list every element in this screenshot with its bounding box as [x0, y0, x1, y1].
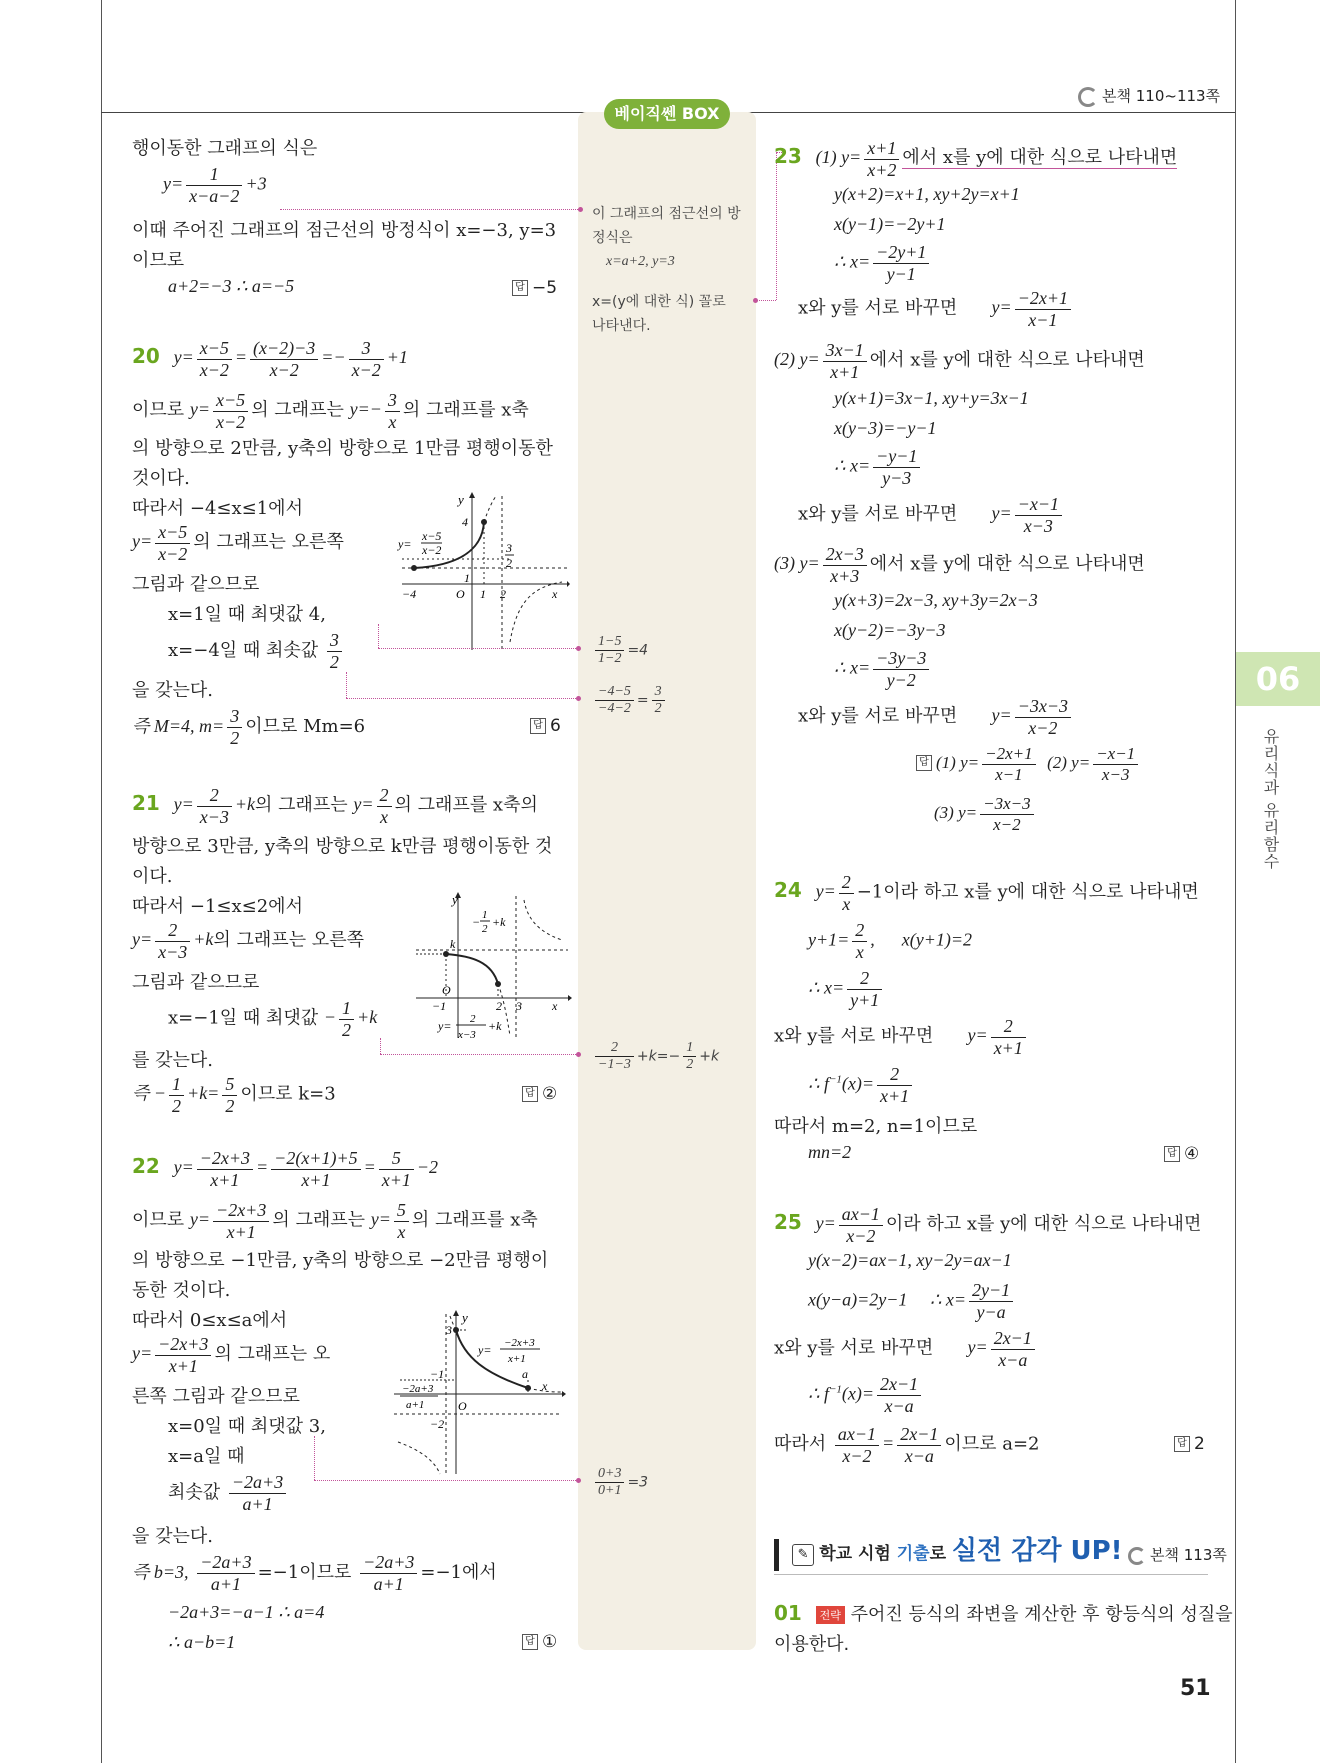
- connector-dot: [753, 298, 758, 303]
- connector: [346, 672, 347, 698]
- svg-text:2: 2: [500, 587, 506, 601]
- svg-text:4: 4: [462, 515, 468, 529]
- text-line: x와 y를 서로 바꾸면 y= $\frac{-3x-3}{x-2}$: [798, 696, 1074, 738]
- answer-icon: 답: [916, 755, 932, 771]
- page-number: 51: [1180, 1676, 1211, 1701]
- connector-dot: [576, 1478, 581, 1483]
- text-line: x=−4일 때 최솟값 $\frac{3}{2}$: [168, 630, 345, 672]
- text-line: y= $\frac{x-5}{x-2}$ 의 그래프는 오른쪽: [132, 522, 344, 564]
- svg-text:x+1: x+1: [508, 1353, 526, 1365]
- chapter-title: 유리식과 유리함수: [1261, 728, 1280, 871]
- svg-text:y: y: [452, 892, 458, 907]
- svg-text:2: 2: [482, 923, 488, 935]
- svg-text:3: 3: [516, 999, 522, 1013]
- problem-23-2: (2) y= $\frac{3x-1}{x+1}$ 에서 x를 y에 대한 식으로 나타내면: [774, 340, 1145, 382]
- right-margin-line: [1235, 0, 1236, 1763]
- svg-text:O: O: [456, 587, 465, 601]
- formula: y(x−2)=ax−1, xy−2y=ax−1: [808, 1250, 1012, 1270]
- connector: [380, 1054, 578, 1055]
- section-header: ✎ 학교 시험 기출로 실전 감각 UP!: [774, 1530, 1123, 1571]
- text-line: x와 y를 서로 바꾸면 y= $\frac{2x-1}{x-a}$: [774, 1328, 1038, 1370]
- connector: [380, 1038, 381, 1054]
- connector: [314, 1436, 315, 1480]
- box-calc-1: $\frac{1-5}{1-2}$ =4: [592, 634, 648, 667]
- connector: [378, 624, 379, 648]
- answer-19: 답 −5: [512, 278, 557, 298]
- page-ref: 본책 110~113쪽: [1078, 85, 1220, 107]
- formula: ∴ $f^{-1}(x)=$ $\frac{2}{x+1}$: [808, 1064, 915, 1106]
- box-title-pill: 베이직쎈 BOX: [604, 99, 730, 129]
- svg-text:−2a+3: −2a+3: [402, 1383, 434, 1395]
- svg-text:3: 3: [506, 541, 512, 555]
- answer-23-3: (3) y= $\frac{-3x-3}{x-2}$: [934, 794, 1037, 834]
- text-line: x와 y를 서로 바꾸면 y= $\frac{-x-1}{x-3}$: [798, 494, 1065, 536]
- strategy-tag: 전략: [816, 1606, 845, 1624]
- svg-text:y: y: [462, 1310, 468, 1325]
- svg-text:x−3: x−3: [458, 1029, 476, 1041]
- answer-icon: 답: [522, 1634, 538, 1650]
- chapter-tab: 06: [1236, 652, 1320, 706]
- text-line: 그림과 같으므로: [132, 972, 260, 993]
- formula: y+1= $\frac{2}{x}$ , x(y+1)=2: [808, 920, 973, 962]
- text-line: 의 방향으로 2만큼, y축의 방향으로 1만큼 평행이동한: [132, 438, 553, 459]
- problem-25-head: 25 y= $\frac{ax-1}{x-2}$ 이라 하고 x를 y에 대한 식으로 나타내면: [774, 1204, 1202, 1246]
- svg-text:1: 1: [480, 587, 486, 601]
- box-calc-3: $\frac{2}{-1-3}$ +k=− $\frac{1}{2}$ +k: [592, 1040, 719, 1073]
- connector-dot: [576, 696, 581, 701]
- graph-problem-20: [392, 492, 570, 652]
- svg-text:x: x: [552, 587, 558, 601]
- text-line: x와 y를 서로 바꾸면 y= $\frac{-2x+1}{x-1}$: [798, 288, 1074, 330]
- text-line: 의 방향으로 −1만큼, y축의 방향으로 −2만큼 평행이: [132, 1250, 549, 1271]
- svg-text:+k: +k: [492, 915, 506, 929]
- ref-icon: [1078, 87, 1098, 107]
- answer-icon: 답: [522, 1086, 538, 1102]
- answer-23: 답 (1) y= $\frac{-2x+1}{x-1}$ (2) y= $\frac{-x-1}{x-3}$: [916, 744, 1141, 784]
- text-line: x=a일 때: [168, 1446, 245, 1467]
- text-line: 따라서 m=2, n=1이므로: [774, 1116, 978, 1137]
- text-line: 즉 b=3, $\frac{-2a+3}{a+1}$ =−1이므로 $\frac{-2a+3}{a+1}$ =−1에서: [132, 1552, 497, 1594]
- text-line: 이므로 y= $\frac{-2x+3}{x+1}$ 의 그래프는 y= $\frac{5}{x}$ 의 그래프를 x축: [132, 1200, 538, 1242]
- text-line: 즉 M=4, m= $\frac{3}{2}$ 이므로 Mm=6: [132, 706, 366, 748]
- text-line: 행이동한 그래프의 식은: [132, 138, 318, 159]
- svg-text:−4: −4: [402, 587, 417, 601]
- svg-text:1: 1: [464, 571, 470, 585]
- text-line: 이므로 y= $\frac{x-5}{x-2}$ 의 그래프는 y=− $\frac{3}{x}$ 의 그래프를 x축: [132, 390, 529, 432]
- text-line: 따라서 −4≤x≤1에서: [132, 498, 303, 519]
- text-line: 그림과 같으므로: [132, 574, 260, 595]
- text-line: 이므로: [132, 250, 185, 271]
- svg-text:1: 1: [482, 909, 488, 921]
- formula: y= $\frac{1}{x-a-2}$ +3: [163, 164, 267, 206]
- text-line: y= $\frac{2}{x-3}$ +k의 그래프는 오른쪽: [132, 920, 364, 962]
- formula: x(y−2)=−3y−3: [834, 620, 946, 640]
- connector-dot: [576, 646, 581, 651]
- svg-text:3: 3: [446, 1323, 452, 1337]
- connector-dot: [578, 207, 583, 212]
- text-line: 따라서 −1≤x≤2에서: [132, 896, 303, 917]
- text-line: 를 갖는다.: [132, 1050, 213, 1071]
- section-bar: [774, 1539, 779, 1571]
- basic-box-column: [578, 112, 756, 1650]
- text-line: 최솟값 $\frac{-2a+3}{a+1}$: [168, 1472, 289, 1514]
- answer-icon: 답: [1164, 1146, 1180, 1162]
- box-note-asymptote: 이 그래프의 점근선의 방 정식은 x=a+2, y=3: [592, 206, 741, 269]
- svg-text:a: a: [522, 1367, 528, 1381]
- text-line: 을 갖는다.: [132, 1526, 213, 1547]
- connector: [346, 698, 578, 699]
- svg-text:−2: −2: [430, 1417, 445, 1431]
- box-calc-2: $\frac{-4-5}{-4-2}$ = $\frac{3}{2}$: [592, 684, 668, 717]
- answer-25: 답 2: [1174, 1434, 1205, 1454]
- formula: ∴ $f^{-1}(x)=$ $\frac{2x-1}{x-a}$: [808, 1374, 924, 1416]
- text-line: 방향으로 3만큼, y축의 방향으로 k만큼 평행이동한 것: [132, 836, 553, 857]
- svg-text:y=: y=: [398, 537, 412, 551]
- text-line: y= $\frac{-2x+3}{x+1}$ 의 그래프는 오: [132, 1334, 331, 1376]
- text-line: x=0일 때 최댓값 3,: [168, 1416, 326, 1437]
- formula: ∴ a−b=1: [168, 1632, 236, 1652]
- svg-text:y=: y=: [438, 1019, 452, 1033]
- answer-24: 답 ④: [1164, 1144, 1199, 1164]
- connector: [314, 1480, 578, 1481]
- formula: a+2=−3 ∴ a=−5: [168, 276, 295, 296]
- formula: y(x+1)=3x−1, xy+y=3x−1: [834, 388, 1029, 408]
- connector: [280, 209, 580, 210]
- svg-text:2: 2: [496, 999, 502, 1013]
- answer-icon: 답: [1174, 1436, 1190, 1452]
- svg-text:2: 2: [470, 1013, 476, 1025]
- text-line: 이용한다.: [774, 1634, 850, 1655]
- graph-problem-22: [390, 1310, 568, 1478]
- problem-23-head: 23 (1) y= $\frac{x+1}{x+2}$ 에서 x를 y에 대한 식으로 나타내면: [774, 138, 1178, 180]
- formula: ∴ x= $\frac{-y-1}{y-3}$: [834, 446, 923, 488]
- formula: y(x+2)=x+1, xy+2y=x+1: [834, 184, 1020, 204]
- connector: [378, 648, 578, 649]
- section-ref: 본책 113쪽: [1128, 1544, 1227, 1565]
- formula: mn=2: [808, 1142, 852, 1162]
- svg-text:O: O: [442, 983, 451, 997]
- graph-problem-21: [412, 892, 572, 1042]
- connector: [756, 300, 776, 301]
- pencil-icon: ✎: [792, 1544, 814, 1566]
- svg-text:y=: y=: [478, 1343, 492, 1357]
- svg-text:−: −: [472, 915, 481, 929]
- svg-text:x−2: x−2: [422, 543, 442, 557]
- text-line: 이다.: [132, 866, 173, 887]
- answer-22: 답 ①: [522, 1632, 557, 1652]
- problem-22-head: 22 y= $\frac{-2x+3}{x+1}$ = $\frac{-2(x+1)+5}{x+1}$ = $\frac{5}{x+1}$ −2: [132, 1148, 439, 1190]
- problem-24-head: 24 y= $\frac{2}{x}$ −1이라 하고 x를 y에 대한 식으로 나타내면: [774, 872, 1199, 914]
- formula: ∴ x= $\frac{-2y+1}{y-1}$: [834, 242, 932, 284]
- text-line: x=−1일 때 최댓값 − $\frac{1}{2}$ +k: [168, 998, 378, 1040]
- text-line: 동한 것이다.: [132, 1280, 231, 1301]
- formula: ∴ x= $\frac{2}{y+1}$: [808, 968, 885, 1010]
- box-note-form: x=(y에 대한 식) 꼴로 나타낸다.: [592, 294, 726, 334]
- problem-01: 01 전략 주어진 등식의 좌변을 계산한 후 항등식의 성질을: [774, 1601, 1233, 1625]
- svg-text:2: 2: [506, 556, 512, 570]
- answer-icon: 답: [512, 280, 528, 296]
- problem-20-head: 20 y= $\frac{x-5}{x-2}$ = $\frac{(x-2)-3}{x-2}$ =− $\frac{3}{x-2}$ +1: [132, 338, 408, 380]
- text-line: 을 갖는다.: [132, 680, 213, 701]
- problem-23-3: (3) y= $\frac{2x-3}{x+3}$ 에서 x를 y에 대한 식으로 나타내면: [774, 544, 1145, 586]
- formula: ∴ x= $\frac{-3y-3}{y-2}$: [834, 648, 932, 690]
- formula: −2a+3=−a−1 ∴ a=4: [168, 1602, 325, 1622]
- text-line: 즉 − $\frac{1}{2}$ +k= $\frac{5}{2}$ 이므로 k=3: [132, 1074, 336, 1116]
- text-line: 것이다.: [132, 468, 190, 489]
- box-calc-4: $\frac{0+3}{0+1}$ =3: [592, 1466, 648, 1499]
- section-rule: [774, 1574, 1208, 1575]
- formula: y(x+3)=2x−3, xy+3y=2x−3: [834, 590, 1038, 610]
- left-margin-line: [101, 0, 102, 1763]
- svg-text:−1: −1: [430, 1367, 445, 1381]
- svg-text:−1: −1: [432, 999, 447, 1013]
- formula: x(y−1)=−2y+1: [834, 214, 946, 234]
- svg-text:k: k: [450, 937, 456, 951]
- answer-icon: 답: [530, 718, 546, 734]
- svg-text:O: O: [458, 1399, 467, 1413]
- text-line: x=1일 때 최댓값 4,: [168, 604, 326, 625]
- svg-text:y: y: [458, 492, 464, 507]
- answer-21: 답 ②: [522, 1084, 557, 1104]
- text-line: x와 y를 서로 바꾸면 y= $\frac{2}{x+1}$: [774, 1016, 1029, 1058]
- text-line: 이때 주어진 그래프의 점근선의 방정식이 x=−3, y=3: [132, 220, 557, 241]
- text-line: 따라서 $\frac{ax-1}{x-2}$ = $\frac{2x-1}{x-a}$ 이므로 a=2: [774, 1424, 1040, 1466]
- svg-text:+k: +k: [488, 1019, 502, 1033]
- formula: x(y−3)=−y−1: [834, 418, 937, 438]
- svg-text:a+1: a+1: [406, 1399, 425, 1411]
- text-line: 따라서 0≤x≤a에서: [132, 1310, 288, 1331]
- connector-dot: [576, 1052, 581, 1057]
- answer-20: 답 6: [530, 716, 561, 736]
- svg-text:x: x: [552, 999, 558, 1013]
- text-line: 른쪽 그림과 같으므로: [132, 1386, 300, 1407]
- ref-icon: [1128, 1547, 1146, 1565]
- svg-text:−2x+3: −2x+3: [504, 1337, 535, 1349]
- svg-text:x: x: [542, 1379, 548, 1393]
- problem-21-head: 21 y= $\frac{2}{x-3}$ +k의 그래프는 y= $\frac{2}{x}$ 의 그래프를 x축의: [132, 785, 538, 827]
- svg-text:x−5: x−5: [422, 529, 442, 543]
- formula: x(y−a)=2y−1 ∴ x= $\frac{2y-1}{y-a}$: [808, 1280, 1016, 1322]
